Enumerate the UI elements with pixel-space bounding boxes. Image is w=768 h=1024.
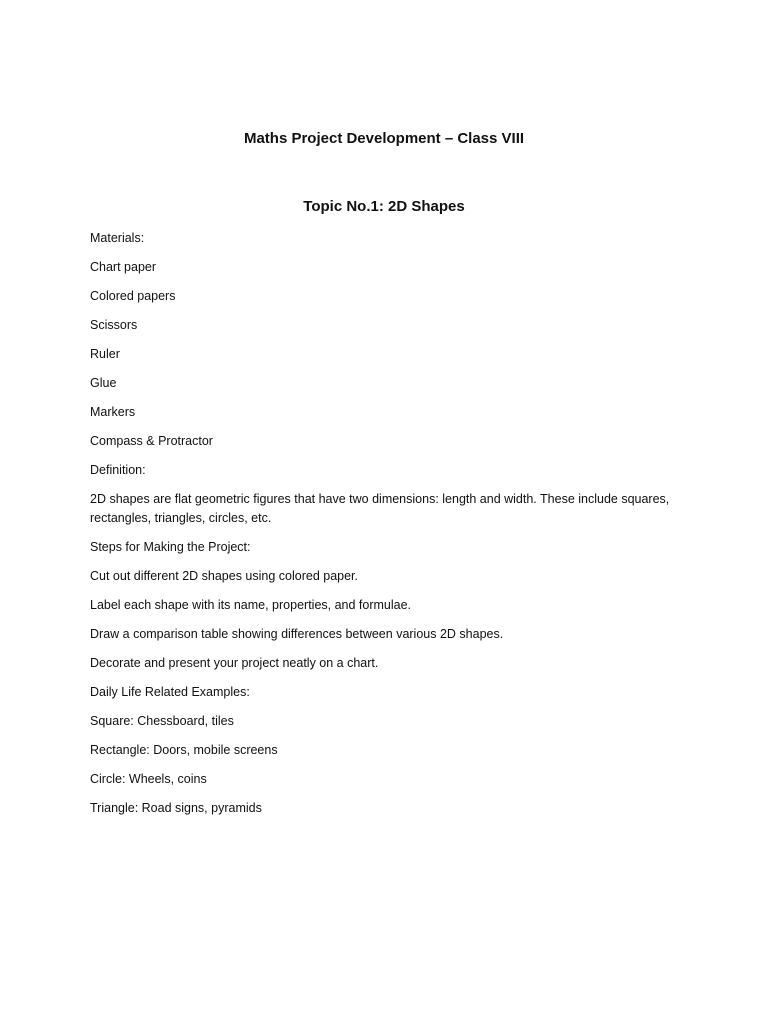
example-item: Rectangle: Doors, mobile screens xyxy=(90,743,278,757)
step-item: Decorate and present your project neatly on a chart. xyxy=(90,656,379,670)
examples-heading: Daily Life Related Examples: xyxy=(90,685,250,699)
material-item: Colored papers xyxy=(90,289,176,303)
definition-heading: Definition: xyxy=(90,463,146,477)
example-item: Triangle: Road signs, pyramids xyxy=(90,801,262,815)
material-item: Glue xyxy=(90,376,117,390)
material-item: Ruler xyxy=(90,347,120,361)
steps-heading: Steps for Making the Project: xyxy=(90,540,251,554)
definition-text: 2D shapes are flat geometric figures that have two dimensions: length and width. These include squares, rectangles, triangles, circles, etc. xyxy=(90,492,670,525)
example-item: Square: Chessboard, tiles xyxy=(90,714,234,728)
step-item: Draw a comparison table showing differences between various 2D shapes. xyxy=(90,627,504,641)
step-item: Cut out different 2D shapes using colored paper. xyxy=(90,569,358,583)
document-body xyxy=(90,229,690,828)
material-item: Scissors xyxy=(90,318,138,332)
material-item: Compass & Protractor xyxy=(90,434,213,448)
materials-heading: Materials: xyxy=(90,231,145,245)
topic-heading: Topic No.1: 2D Shapes xyxy=(303,198,465,215)
example-item: Circle: Wheels, coins xyxy=(90,772,207,786)
material-item: Chart paper xyxy=(90,260,157,274)
material-item: Markers xyxy=(90,405,136,419)
document-title: Maths Project Development – Class VIII xyxy=(243,130,525,147)
step-item: Label each shape with its name, properties, and formulae. xyxy=(90,598,412,612)
